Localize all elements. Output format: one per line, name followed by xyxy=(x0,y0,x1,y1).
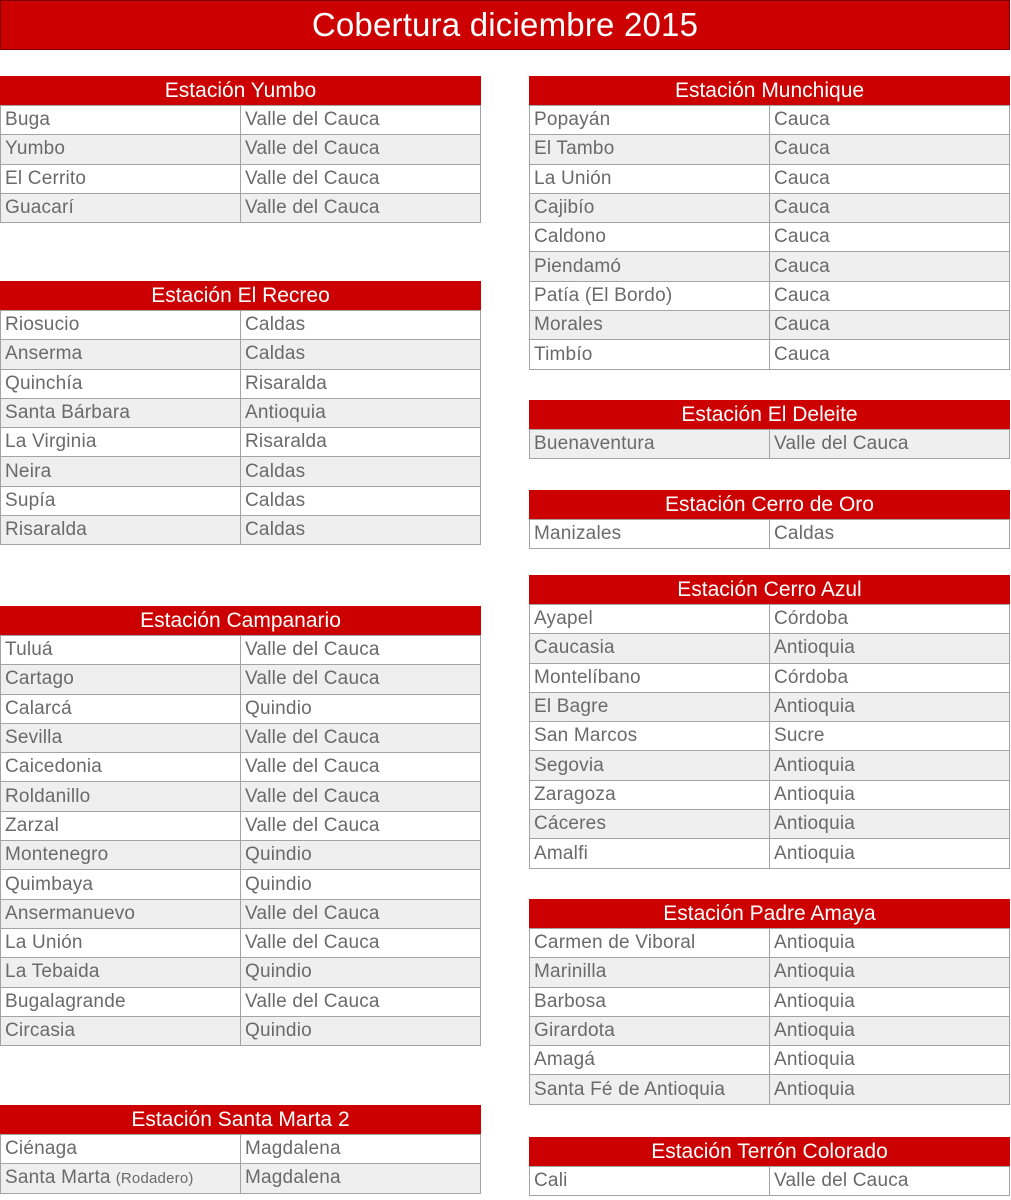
municipality-name: Montenegro xyxy=(5,844,109,866)
table-row xyxy=(0,165,481,194)
municipality-cell xyxy=(1,812,241,840)
department-name: Antioquia xyxy=(774,783,856,805)
municipality-name: Piendamó xyxy=(534,255,622,277)
department-cell xyxy=(241,841,480,869)
municipality-name: Ciénaga xyxy=(5,1138,78,1160)
department-name: Valle del Cauca xyxy=(245,109,380,131)
department-name: Valle del Cauca xyxy=(245,902,380,924)
table-row xyxy=(529,311,1010,340)
municipality-name: Caldono xyxy=(534,226,607,248)
department-cell xyxy=(241,428,480,456)
municipality-cell xyxy=(530,929,770,957)
department-name: Risaralda xyxy=(245,372,328,394)
municipality-name: La Virginia xyxy=(5,431,97,453)
municipality-cell xyxy=(530,135,770,163)
table-row xyxy=(529,988,1010,1017)
table-row xyxy=(0,812,481,841)
municipality-cell xyxy=(1,135,241,163)
department-name: Cauca xyxy=(774,109,830,131)
department-name: Cauca xyxy=(774,255,830,277)
municipality-cell xyxy=(530,520,770,548)
municipality-cell xyxy=(530,252,770,280)
department-name: Cauca xyxy=(774,343,830,365)
municipality-name: Anserma xyxy=(5,343,83,365)
department-cell xyxy=(770,988,1009,1016)
municipality-cell xyxy=(530,988,770,1016)
municipality-name: Zaragoza xyxy=(534,783,616,805)
municipality-cell xyxy=(530,605,770,633)
municipality-name: Riosucio xyxy=(5,314,80,336)
table-row xyxy=(0,665,481,694)
municipality-name: Guacarí xyxy=(5,197,74,219)
table-row xyxy=(529,282,1010,311)
department-cell xyxy=(241,487,480,515)
department-name: Cauca xyxy=(774,138,830,160)
department-cell xyxy=(241,1017,480,1045)
station-header: Estación Cerro Azul xyxy=(529,575,1010,605)
municipality-name: Roldanillo xyxy=(5,785,91,807)
department-cell xyxy=(770,282,1009,310)
department-cell xyxy=(770,1017,1009,1045)
department-name: Antioquia xyxy=(774,932,856,954)
table-row xyxy=(529,194,1010,223)
municipality-cell xyxy=(530,311,770,339)
municipality-cell xyxy=(530,1017,770,1045)
table-row xyxy=(0,311,481,340)
municipality-name: Marinilla xyxy=(534,961,607,983)
department-name: Antioquia xyxy=(774,961,856,983)
municipality-name: Carmen de Viboral xyxy=(534,932,696,954)
municipality-cell xyxy=(1,958,241,986)
municipality-name: Bugalagrande xyxy=(5,990,126,1012)
station-header: Estación Cerro de Oro xyxy=(529,490,1010,520)
table-row xyxy=(529,135,1010,164)
municipality-name: Neira xyxy=(5,460,52,482)
table-row xyxy=(529,810,1010,839)
municipality-name: Caicedonia xyxy=(5,756,103,778)
municipality-cell xyxy=(1,841,241,869)
municipality-name: Segovia xyxy=(534,754,605,776)
table-row xyxy=(0,782,481,811)
municipality-cell xyxy=(1,1135,241,1163)
municipality-note: (Rodadero) xyxy=(115,1169,194,1187)
municipality-cell xyxy=(530,839,770,867)
municipality-name: El Bagre xyxy=(534,696,609,718)
table-row xyxy=(529,520,1010,549)
table-row xyxy=(529,751,1010,780)
table-row xyxy=(529,340,1010,369)
table-row xyxy=(529,634,1010,663)
table-row xyxy=(0,399,481,428)
station-header: Estación Padre Amaya xyxy=(529,899,1010,929)
page-title xyxy=(0,0,1010,50)
department-name: Valle del Cauca xyxy=(245,639,380,661)
table-row xyxy=(529,605,1010,634)
department-cell xyxy=(241,870,480,898)
table-row xyxy=(0,487,481,516)
table-row xyxy=(0,900,481,929)
municipality-name: Cartago xyxy=(5,668,74,690)
municipality-cell xyxy=(530,634,770,662)
municipality-cell xyxy=(1,194,241,222)
station-header: Estación Terrón Colorado xyxy=(529,1137,1010,1167)
municipality-cell xyxy=(1,636,241,664)
department-cell xyxy=(241,165,480,193)
department-name: Magdalena xyxy=(245,1138,341,1160)
municipality-cell xyxy=(1,695,241,723)
department-cell xyxy=(770,810,1009,838)
municipality-name: Santa Bárbara xyxy=(5,402,131,424)
municipality-cell xyxy=(530,1075,770,1103)
municipality-name: Quinchía xyxy=(5,372,83,394)
municipality-name: Calarcá xyxy=(5,697,72,719)
municipality-name: Tuluá xyxy=(5,639,53,661)
municipality-name: San Marcos xyxy=(534,725,638,747)
department-name: Quindio xyxy=(245,1020,312,1041)
municipality-cell xyxy=(530,1167,770,1195)
department-cell xyxy=(770,340,1009,368)
station-table xyxy=(529,490,1010,549)
municipality-name: Cali xyxy=(534,1170,568,1192)
page-title-text: Cobertura diciembre 2015 xyxy=(311,6,699,43)
department-cell xyxy=(770,781,1009,809)
table-row xyxy=(0,1164,481,1193)
table-row xyxy=(529,165,1010,194)
department-cell xyxy=(241,194,480,222)
table-row xyxy=(529,223,1010,252)
table-row xyxy=(0,135,481,164)
department-name: Quindio xyxy=(245,697,312,719)
department-name: Caldas xyxy=(245,489,306,511)
municipality-name: Supía xyxy=(5,489,56,511)
department-cell xyxy=(241,516,480,544)
municipality-name: Circasia xyxy=(5,1020,76,1041)
municipality-cell xyxy=(530,194,770,222)
municipality-name: Caucasia xyxy=(534,637,615,659)
municipality-name: Montelíbano xyxy=(534,666,641,688)
municipality-cell xyxy=(1,340,241,368)
table-row xyxy=(529,106,1010,135)
department-cell xyxy=(770,693,1009,721)
municipality-name: La Unión xyxy=(534,167,612,189)
table-row xyxy=(529,958,1010,987)
department-cell xyxy=(770,135,1009,163)
station-header: Estación Santa Marta 2 xyxy=(0,1105,481,1135)
municipality-name: Manizales xyxy=(534,523,622,545)
municipality-name: Barbosa xyxy=(534,990,607,1012)
department-name: Valle del Cauca xyxy=(245,990,380,1012)
table-row xyxy=(0,106,481,135)
department-cell xyxy=(241,1135,480,1163)
department-cell xyxy=(770,252,1009,280)
table-row xyxy=(529,1075,1010,1104)
municipality-cell xyxy=(1,487,241,515)
municipality-name: Buenaventura xyxy=(534,433,655,455)
department-cell xyxy=(241,988,480,1016)
department-cell xyxy=(241,399,480,427)
department-name: Valle del Cauca xyxy=(245,668,380,690)
municipality-cell xyxy=(530,282,770,310)
department-cell xyxy=(241,812,480,840)
department-cell xyxy=(770,311,1009,339)
department-name: Caldas xyxy=(245,519,306,541)
department-cell xyxy=(241,724,480,752)
table-row xyxy=(0,1017,481,1046)
department-cell xyxy=(241,370,480,398)
municipality-cell xyxy=(1,311,241,339)
department-name: Sucre xyxy=(774,725,825,747)
municipality-name: Yumbo xyxy=(5,138,66,160)
table-row xyxy=(0,695,481,724)
municipality-name: Quimbaya xyxy=(5,873,94,895)
department-cell xyxy=(770,520,1009,548)
table-row xyxy=(529,722,1010,751)
department-name: Caldas xyxy=(245,460,306,482)
municipality-cell xyxy=(1,516,241,544)
department-name: Caldas xyxy=(245,314,306,336)
table-row xyxy=(0,1135,481,1164)
department-cell xyxy=(241,753,480,781)
table-row xyxy=(0,841,481,870)
department-name: Caldas xyxy=(774,523,835,545)
department-cell xyxy=(770,958,1009,986)
department-name: Antioquia xyxy=(774,990,856,1012)
municipality-cell xyxy=(1,457,241,485)
municipality-cell xyxy=(530,751,770,779)
municipality-name: Zarzal xyxy=(5,814,59,836)
department-name: Antioquia xyxy=(774,696,856,718)
department-name: Antioquia xyxy=(774,842,856,864)
municipality-cell xyxy=(1,1017,241,1045)
municipality-name: Amalfi xyxy=(534,842,588,864)
municipality-cell xyxy=(530,958,770,986)
table-row xyxy=(0,428,481,457)
department-name: Antioquia xyxy=(774,1078,856,1100)
station-table xyxy=(529,1137,1010,1196)
department-cell xyxy=(770,722,1009,750)
department-cell xyxy=(770,751,1009,779)
municipality-name: Timbío xyxy=(534,343,593,365)
department-cell xyxy=(770,106,1009,134)
municipality-cell xyxy=(530,781,770,809)
municipality-name: Sevilla xyxy=(5,727,63,749)
municipality-cell xyxy=(530,693,770,721)
department-name: Valle del Cauca xyxy=(245,138,380,160)
department-name: Cauca xyxy=(774,314,830,336)
department-name: Cauca xyxy=(774,284,830,306)
municipality-cell xyxy=(1,929,241,957)
department-cell xyxy=(770,1167,1009,1195)
station-table xyxy=(529,575,1010,869)
table-row xyxy=(0,929,481,958)
department-cell xyxy=(241,665,480,693)
station-header: Estación El Recreo xyxy=(0,281,481,311)
department-cell xyxy=(241,457,480,485)
department-name: Antioquia xyxy=(774,754,856,776)
municipality-name: La Unión xyxy=(5,932,83,954)
department-cell xyxy=(241,695,480,723)
department-name: Valle del Cauca xyxy=(245,167,380,189)
municipality-name: Patía (El Bordo) xyxy=(534,284,673,306)
table-row xyxy=(0,958,481,987)
municipality-name: Cáceres xyxy=(534,813,607,835)
municipality-name: Ayapel xyxy=(534,608,593,630)
department-cell xyxy=(770,664,1009,692)
table-row xyxy=(529,1046,1010,1075)
station-table xyxy=(0,281,481,545)
table-row xyxy=(0,516,481,545)
department-name: Quindio xyxy=(245,961,312,983)
table-row xyxy=(529,839,1010,868)
department-cell xyxy=(241,782,480,810)
department-name: Magdalena xyxy=(245,1167,341,1189)
municipality-cell xyxy=(530,430,770,458)
department-name: Quindio xyxy=(245,873,312,895)
department-name: Antioquia xyxy=(774,813,856,835)
municipality-name: Morales xyxy=(534,314,603,336)
department-name: Córdoba xyxy=(774,608,849,630)
table-row xyxy=(529,1017,1010,1046)
department-cell xyxy=(241,135,480,163)
municipality-cell xyxy=(1,428,241,456)
municipality-cell xyxy=(530,165,770,193)
municipality-cell xyxy=(1,753,241,781)
table-row xyxy=(0,457,481,486)
department-name: Valle del Cauca xyxy=(774,433,909,455)
department-name: Valle del Cauca xyxy=(245,727,380,749)
department-cell xyxy=(770,605,1009,633)
department-cell xyxy=(770,165,1009,193)
municipality-name: Cajibío xyxy=(534,197,595,219)
department-name: Valle del Cauca xyxy=(245,814,380,836)
department-cell xyxy=(241,106,480,134)
table-row xyxy=(0,988,481,1017)
department-name: Valle del Cauca xyxy=(774,1170,909,1192)
department-cell xyxy=(770,1075,1009,1103)
department-name: Valle del Cauca xyxy=(245,756,380,778)
station-table xyxy=(0,76,481,223)
table-row xyxy=(529,252,1010,281)
department-cell xyxy=(241,958,480,986)
department-name: Risaralda xyxy=(245,431,328,453)
municipality-cell xyxy=(530,223,770,251)
municipality-name: Risaralda xyxy=(5,519,88,541)
municipality-cell xyxy=(530,664,770,692)
station-table xyxy=(529,76,1010,370)
municipality-cell xyxy=(1,106,241,134)
table-row xyxy=(0,724,481,753)
municipality-name: Amagá xyxy=(534,1049,596,1071)
department-cell xyxy=(770,223,1009,251)
table-row xyxy=(0,370,481,399)
municipality-cell xyxy=(530,340,770,368)
department-name: Córdoba xyxy=(774,666,849,688)
table-row xyxy=(529,693,1010,722)
department-cell xyxy=(770,1046,1009,1074)
table-row xyxy=(529,929,1010,958)
municipality-name: Popayán xyxy=(534,109,611,131)
table-row xyxy=(0,870,481,899)
table-row xyxy=(529,664,1010,693)
municipality-cell xyxy=(530,810,770,838)
municipality-name: Buga xyxy=(5,109,51,131)
department-name: Cauca xyxy=(774,197,830,219)
department-cell xyxy=(241,311,480,339)
department-cell xyxy=(770,194,1009,222)
municipality-cell xyxy=(1,724,241,752)
municipality-cell xyxy=(1,900,241,928)
municipality-cell xyxy=(530,106,770,134)
department-cell xyxy=(241,340,480,368)
department-name: Valle del Cauca xyxy=(245,197,380,219)
department-cell xyxy=(241,900,480,928)
station-header: Estación Campanario xyxy=(0,606,481,636)
department-name: Valle del Cauca xyxy=(245,932,380,954)
table-row xyxy=(529,430,1010,459)
department-cell xyxy=(241,1164,480,1192)
municipality-name: Santa Marta xyxy=(5,1167,111,1189)
station-header: Estación Munchique xyxy=(529,76,1010,106)
municipality-name: La Tebaida xyxy=(5,961,100,983)
municipality-name: Santa Fé de Antioquia xyxy=(534,1078,726,1100)
department-name: Valle del Cauca xyxy=(245,785,380,807)
station-table xyxy=(0,1105,481,1194)
table-row xyxy=(0,194,481,223)
table-row xyxy=(529,1167,1010,1196)
station-table xyxy=(529,400,1010,459)
department-cell xyxy=(241,929,480,957)
department-name: Antioquia xyxy=(774,637,856,659)
department-name: Caldas xyxy=(245,343,306,365)
municipality-cell xyxy=(1,870,241,898)
department-name: Antioquia xyxy=(774,1020,856,1042)
department-cell xyxy=(241,636,480,664)
municipality-name: El Tambo xyxy=(534,138,615,160)
municipality-name: Ansermanuevo xyxy=(5,902,136,924)
municipality-cell xyxy=(1,370,241,398)
department-name: Cauca xyxy=(774,167,830,189)
department-name: Cauca xyxy=(774,226,830,248)
municipality-cell xyxy=(1,988,241,1016)
table-row xyxy=(0,340,481,369)
municipality-cell xyxy=(1,165,241,193)
department-cell xyxy=(770,634,1009,662)
station-header: Estación Yumbo xyxy=(0,76,481,106)
municipality-cell xyxy=(530,1046,770,1074)
municipality-cell xyxy=(1,782,241,810)
municipality-cell xyxy=(1,1164,241,1192)
department-name: Antioquia xyxy=(245,402,327,424)
station-table xyxy=(0,606,481,1046)
municipality-cell xyxy=(1,665,241,693)
table-row xyxy=(0,636,481,665)
municipality-cell xyxy=(530,722,770,750)
department-cell xyxy=(770,929,1009,957)
department-cell xyxy=(770,430,1009,458)
municipality-cell xyxy=(1,399,241,427)
municipality-name: Girardota xyxy=(534,1020,616,1042)
department-name: Quindio xyxy=(245,844,312,866)
table-row xyxy=(0,753,481,782)
department-cell xyxy=(770,839,1009,867)
municipality-name: El Cerrito xyxy=(5,167,87,189)
station-table xyxy=(529,899,1010,1105)
table-row xyxy=(529,781,1010,810)
department-name: Antioquia xyxy=(774,1049,856,1071)
station-header: Estación El Deleite xyxy=(529,400,1010,430)
